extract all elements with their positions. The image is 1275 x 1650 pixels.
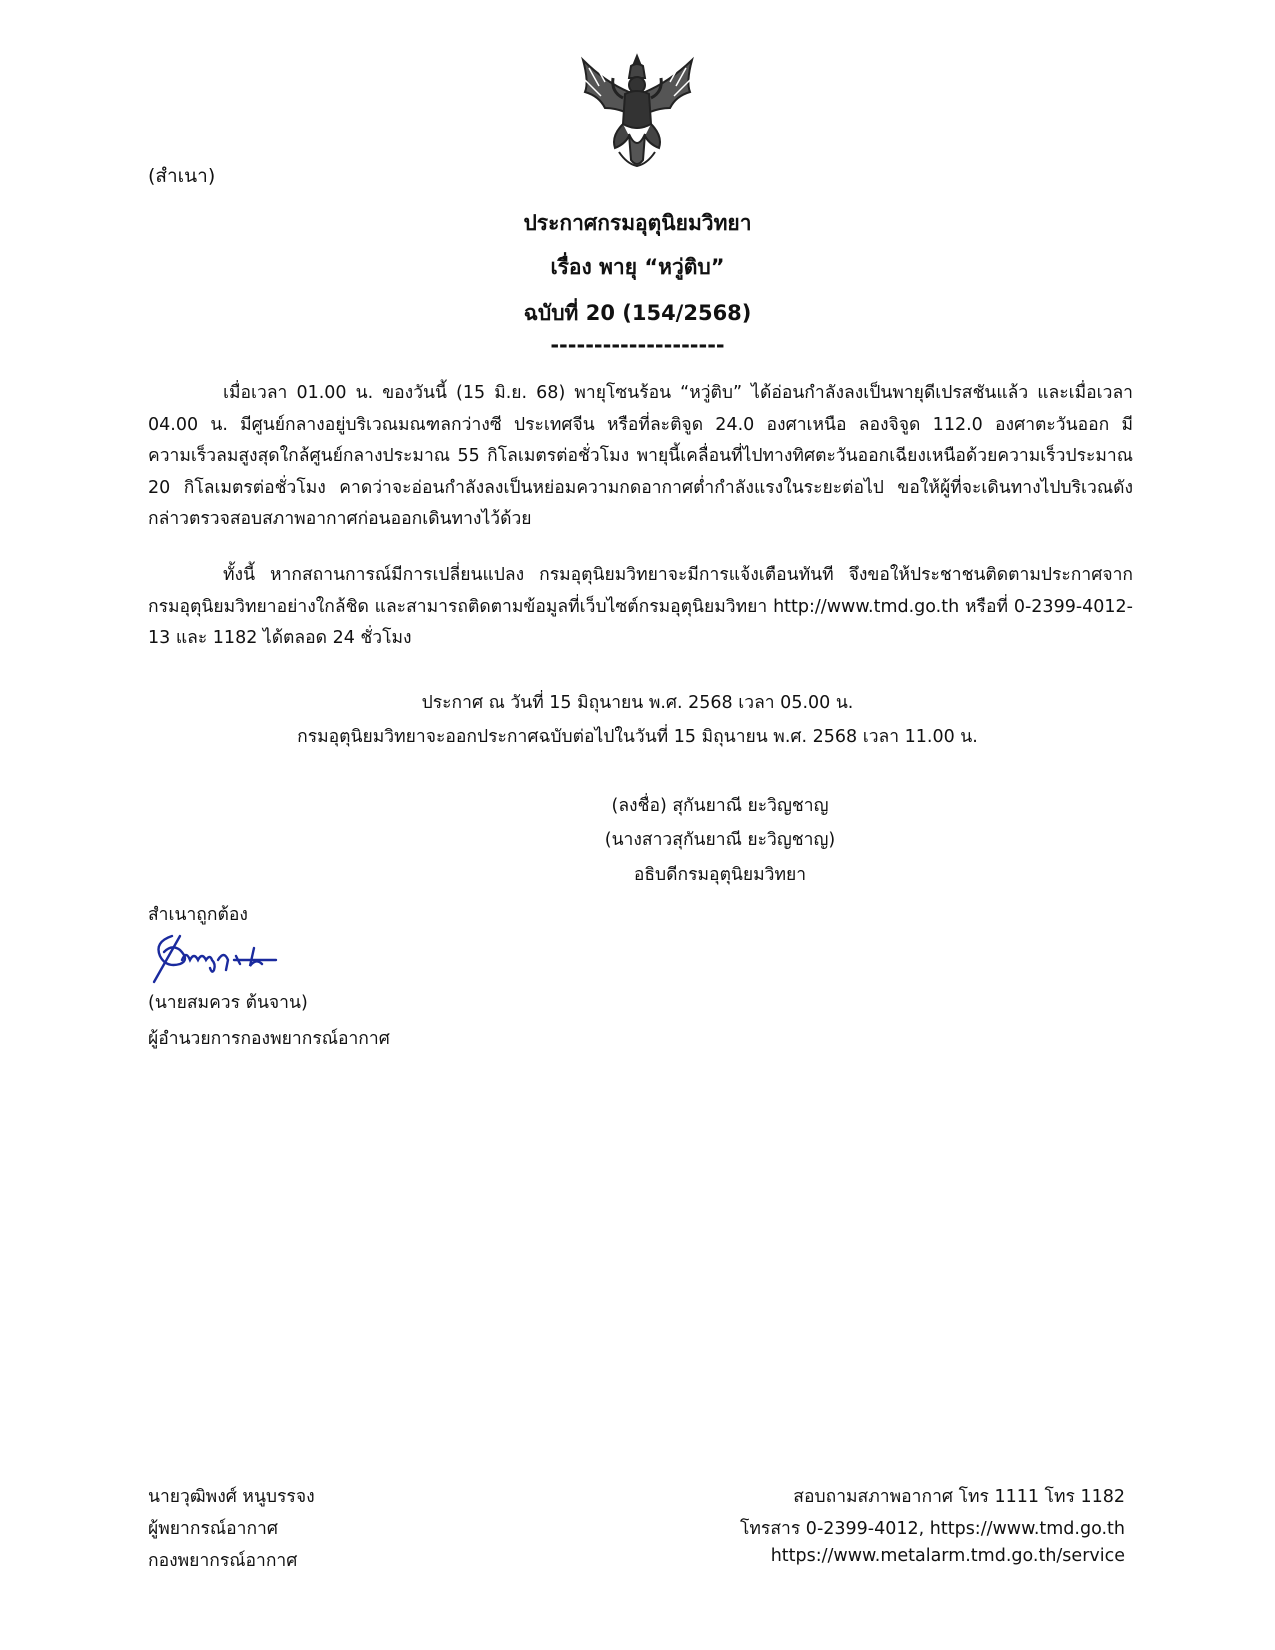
garuda-emblem-icon bbox=[575, 52, 700, 170]
announcement-title: ประกาศกรมอุตุนิยมวิทยา bbox=[523, 211, 752, 235]
title-divider: -------------------- bbox=[550, 333, 725, 357]
body-paragraph-1: เมื่อเวลา 01.00 น. ของวันนี้ (15 มิ.ย. 68) พายุโซนร้อน “หวู่ติบ” ได้อ่อนกำลังลงเป็นพายุดีเปรสชันแล้ว และเมื่อเวลา 04.00 น. มีศูนย์กลางอยู่บริเวณมณฑลกว่างซี ประเทศจีน หรือที่ละติจูด 24.0 องศาเหนือ ลองจิจูด 112.0 องศาตะวันออก มีความเร็วลมสูงสุดใกล้ศูนย์กลางประมาณ 55 กิโลเมตรต่อชั่วโมง พายุนี้เคลื่อนที่ไปทางทิศตะวันออกเฉียงเหนือด้วยความเร็วประมาณ 20 กิโลเมตรต่อชั่วโมง คาดว่าจะอ่อนกำลังลงเป็นหย่อมความกดอากาศต่ำกำลังแรงในระยะต่อไป ขอให้ผู้ที่จะเดินทางไปบริเวณดังกล่าวตรวจสอบสภาพอากาศก่อนออกเดินทางไว้ด้วย bbox=[148, 383, 1133, 529]
contact-phone: สอบถามสภาพอากาศ โทร 1111 โทร 1182 bbox=[793, 1487, 1125, 1507]
handwritten-signature bbox=[150, 930, 280, 990]
announcement-issue-number: ฉบับที่ 20 (154/2568) bbox=[523, 301, 752, 325]
certified-copy-label: สำเนาถูกต้อง bbox=[148, 905, 248, 925]
forecaster-title: ผู้พยากรณ์อากาศ bbox=[148, 1519, 278, 1539]
certifier-position: ผู้อำนวยการกองพยากรณ์อากาศ bbox=[148, 1029, 390, 1049]
issued-date: ประกาศ ณ วันที่ 15 มิถุนายน พ.ศ. 2568 เวลา 05.00 น. bbox=[421, 693, 854, 713]
forecaster-division: กองพยากรณ์อากาศ bbox=[148, 1551, 298, 1571]
announcement-subject: เรื่อง พายุ “หวู่ติบ” bbox=[550, 255, 725, 279]
signatory-position: อธิบดีกรมอุตุนิยมวิทยา bbox=[633, 865, 807, 885]
body-paragraph-2: ทั้งนี้ หากสถานการณ์มีการเปลี่ยนแปลง กรมอุตุนิยมวิทยาจะมีการแจ้งเตือนทันที จึงขอให้ประชาชนติดตามประกาศจากกรมอุตุนิยมวิทยาอย่างใกล้ชิด และสามารถติดตามข้อมูลที่เว็บไซต์กรมอุตุนิยมวิทยา http://www.tmd.go.th หรือที่ 0-2399-4012-13 และ 1182 ได้ตลอด 24 ชั่วโมง bbox=[148, 565, 1133, 648]
copy-label: (สำเนา) bbox=[148, 165, 216, 187]
signatory-name: (นางสาวสุกันยาณี ยะวิญชาญ) bbox=[604, 830, 836, 850]
contact-fax-website: โทรสาร 0-2399-4012, https://www.tmd.go.th bbox=[740, 1519, 1125, 1539]
certifier-name: (นายสมควร ต้นจาน) bbox=[148, 993, 308, 1013]
next-announcement: กรมอุตุนิยมวิทยาจะออกประกาศฉบับต่อไปในวันที่ 15 มิถุนายน พ.ศ. 2568 เวลา 11.00 น. bbox=[297, 727, 978, 747]
signatory-signed: (ลงชื่อ) สุกันยาณี ยะวิญชาญ bbox=[611, 796, 829, 816]
contact-service-link: https://www.metalarm.tmd.go.th/service bbox=[770, 1546, 1125, 1566]
forecaster-name: นายวุฒิพงศ์ หนูบรรจง bbox=[148, 1487, 315, 1507]
